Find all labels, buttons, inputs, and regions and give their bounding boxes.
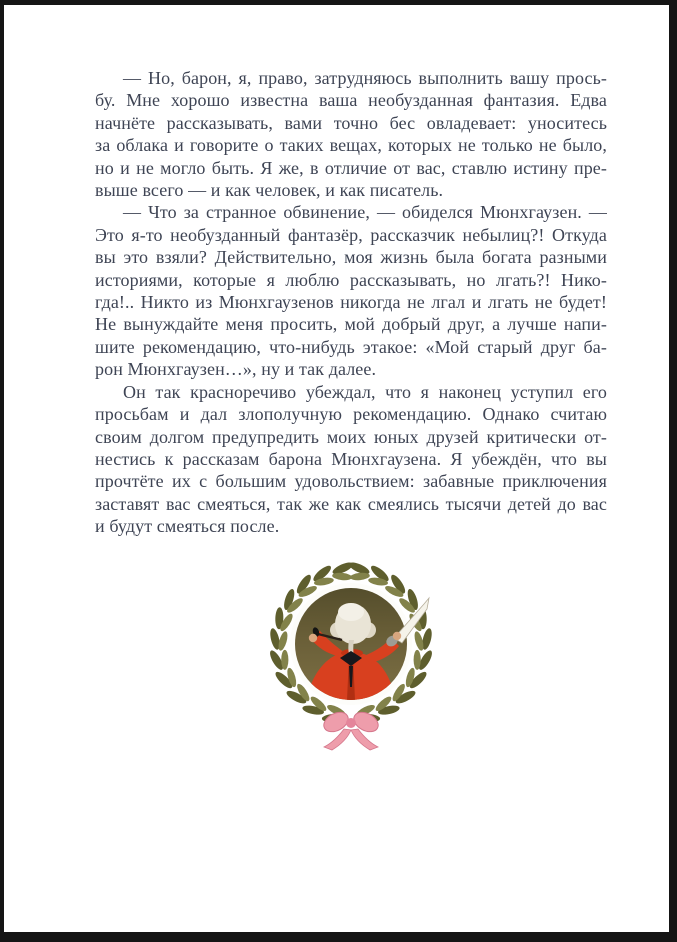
right-hand xyxy=(393,631,401,639)
munchausen-wreath-vignette xyxy=(256,554,446,754)
text-line: бу. Мне хорошо известна ваша необузданная фантазия. Едва xyxy=(95,90,607,111)
text-line: нестись к рассказам барона Мюнхгаузена. Я убеждён, что вы xyxy=(95,448,607,469)
text-line: но и не могло быть. Я же, в отличие от вас, ставлю истину пре- xyxy=(95,157,607,178)
text-line: начнёте рассказывать, вами точно бес овладевает: уноситесь xyxy=(95,112,607,133)
text-line: за облака и говорите о таких вещах, которых не только не было, xyxy=(95,135,607,156)
text-line: Он так красноречиво убеждал, что я наконец уступил его xyxy=(123,381,607,402)
left-hand xyxy=(309,633,317,641)
text-line: историями, которые я люблю рассказывать, но лгать?! Нико- xyxy=(95,269,607,290)
text-line: рон Мюнхгаузен…», ну и так далее. xyxy=(95,359,377,380)
text-line: выше всего — и как человек, и как писатель. xyxy=(95,180,444,201)
page-content xyxy=(95,5,607,754)
text-line: прочтёте их с большим удовольствием: забавные приключения xyxy=(95,471,607,492)
text-line: гда!.. Никто из Мюнхгаузенов никогда не лгал и лгать не будет! xyxy=(95,292,607,313)
bow-center-knot xyxy=(346,718,356,728)
vignette-container xyxy=(256,554,446,754)
text-line: просьбам и дал злополучную рекомендацию. Однако считаю xyxy=(95,404,607,425)
text-line: — Но, барон, я, право, затрудняюсь выполнить вашу прось- xyxy=(123,68,607,88)
bow-tail-right xyxy=(351,729,378,750)
wig-highlight xyxy=(338,603,364,621)
text-line: своим долгом предупредить моих юных друзей критически от- xyxy=(95,426,607,447)
text-line: Это я-то необузданный фантазёр, рассказчик небылиц?! Откуда xyxy=(95,224,607,245)
text-line: шите рекомендацию, что-нибудь этакое: «Мой старый друг ба- xyxy=(95,336,607,357)
text-line: вы это взяли? Действительно, моя жизнь была богата разными xyxy=(95,247,607,268)
page-text xyxy=(95,67,607,538)
text-line: и будут смеяться после. xyxy=(95,516,280,537)
text-line: Не вынуждайте меня просить, мой добрый друг, а лучше напи- xyxy=(95,314,607,335)
text-line: — Что за странное обвинение, — обиделся Мюнхгаузен. — xyxy=(123,202,607,223)
bow-tail-left xyxy=(324,729,351,750)
text-line: заставят вас смеяться, так же как смеялись тысячи детей до вас xyxy=(95,493,607,514)
